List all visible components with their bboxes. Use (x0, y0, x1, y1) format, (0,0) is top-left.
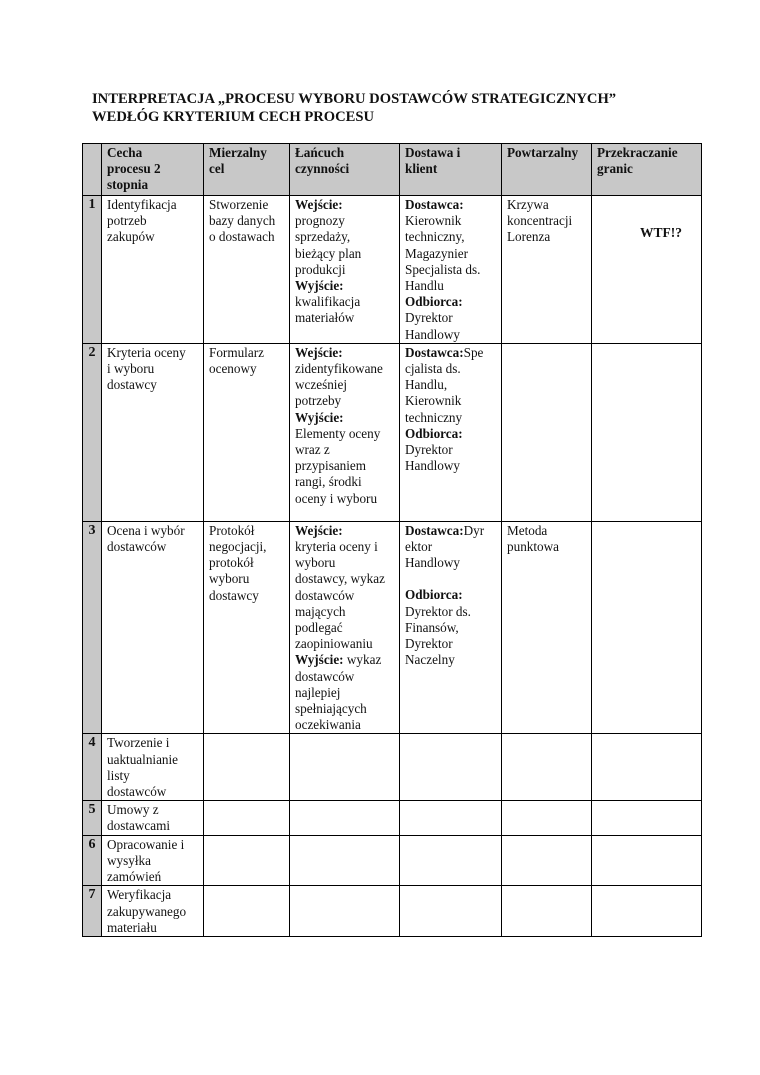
cell-text: zakupywanego (107, 903, 187, 919)
cell-lancuch (290, 196, 400, 344)
cell-text: wraz z (295, 442, 330, 458)
cell-text: Dyrektor ds. (405, 603, 471, 619)
cell-cecha (102, 521, 204, 734)
cell-granic (592, 521, 702, 734)
cell-text: Ocena i wybór (107, 522, 185, 538)
cell-text: dostawców (107, 539, 167, 555)
cell-granic (592, 196, 702, 344)
cell-dostawa (400, 734, 502, 801)
cell-text: spełniających (295, 701, 367, 717)
input-label: Wejście: (295, 344, 343, 360)
cell-text: Metoda (507, 522, 548, 538)
cell-text: Tworzenie i (107, 735, 170, 751)
row-number: 4 (83, 734, 102, 801)
cell-text: bieżący plan (295, 245, 362, 261)
cell-text: Krzywa (507, 197, 549, 212)
cell-text: o dostawach (209, 229, 275, 245)
cell-lancuch (290, 343, 400, 521)
cell-text: Opracowanie i (107, 836, 185, 852)
process-table (82, 143, 702, 937)
cell-text: techniczny (405, 409, 463, 425)
cell-cecha (102, 343, 204, 521)
cell-text: dostawcy (209, 587, 259, 603)
cell-text: listy (107, 767, 130, 783)
cell-powtarzalny (502, 835, 592, 886)
header-text: Cecha (107, 145, 143, 160)
row-number: 1 (83, 196, 102, 344)
table-header-row (83, 144, 702, 196)
cell-text: dostawcy (107, 377, 157, 393)
header-dostawa-klient (400, 144, 502, 196)
header-text: klient (405, 161, 438, 177)
table-row (83, 835, 702, 886)
table-row (83, 343, 702, 521)
table-row (83, 801, 702, 835)
cell-text: Spe (463, 344, 484, 360)
cell-powtarzalny (502, 886, 592, 937)
header-text: Powtarzalny (507, 145, 579, 160)
header-text: Łańcuch (295, 145, 345, 160)
header-text: Przekraczanie (597, 145, 678, 160)
recipient-label: Odbiorca: (405, 294, 463, 310)
header-text: czynności (295, 161, 350, 177)
cell-text: Identyfikacja (107, 197, 177, 212)
cell-cel (204, 521, 290, 734)
cell-text: Kierownik (405, 393, 462, 409)
cell-powtarzalny (502, 521, 592, 734)
cell-text: sprzedaży, (295, 229, 351, 245)
supplier-label: Dostawca: (405, 197, 464, 212)
cell-text: dostawców (295, 587, 355, 603)
cell-text: dostawcy, wykaz (295, 571, 385, 587)
cell-text: kryteria oceny i (295, 539, 378, 555)
row-number: 7 (83, 886, 102, 937)
cell-granic (592, 886, 702, 937)
input-label: Wejście: (295, 522, 343, 538)
cell-granic (592, 801, 702, 835)
cell-text: Kierownik (405, 213, 462, 229)
cell-cel (204, 343, 290, 521)
recipient-label: Odbiorca: (405, 425, 463, 441)
cell-cecha (102, 734, 204, 801)
cell-text: cjalista ds. (405, 361, 461, 377)
document-title (92, 90, 732, 126)
cell-text: najlepiej (295, 684, 341, 700)
cell-cecha (102, 196, 204, 344)
cell-text: wysyłka (107, 852, 151, 868)
table-row (83, 521, 702, 734)
header-text: Mierzalny (209, 145, 267, 160)
cell-text: zamówień (107, 869, 162, 885)
cell-powtarzalny (502, 343, 592, 521)
cell-text: zakupów (107, 229, 155, 245)
header-text: stopnia (107, 177, 149, 193)
table-row (83, 196, 702, 344)
cell-dostawa (400, 801, 502, 835)
cell-text: dostawców (107, 784, 167, 800)
cell-text: materiałów (295, 310, 355, 326)
cell-dostawa (400, 835, 502, 886)
cell-lancuch (290, 734, 400, 801)
cell-text: techniczny, (405, 229, 465, 245)
table-row (83, 734, 702, 801)
cell-powtarzalny (502, 734, 592, 801)
cell-text: protokół (209, 555, 254, 571)
cell-text: Dyr (463, 522, 485, 538)
cell-text: Protokół (209, 522, 255, 538)
cell-text: Handlowy (405, 555, 460, 571)
header-powtarzalny (502, 144, 592, 196)
cell-text: przypisaniem (295, 458, 367, 474)
header-text: cel (209, 161, 225, 177)
cell-text: koncentracji (507, 213, 573, 229)
supplier-label: Dostawca: (405, 522, 464, 538)
header-num (83, 144, 102, 196)
cell-text: bazy danych (209, 213, 276, 229)
cell-cel (204, 734, 290, 801)
cell-text: uaktualnianie (107, 751, 179, 767)
input-label: Wejście: (295, 197, 343, 212)
cell-text: Elementy oceny (295, 425, 381, 441)
output-label: Wyjście: (295, 278, 344, 294)
header-przekraczanie-granic (592, 144, 702, 196)
cell-text: Weryfikacja (107, 887, 172, 903)
cell-cel (204, 835, 290, 886)
output-label: Wyjście: (295, 652, 344, 668)
cell-granic (592, 835, 702, 886)
cell-text: Dyrektor (405, 310, 453, 326)
cell-text: Formularz (209, 344, 264, 360)
supplier-label: Dostawca: (405, 344, 464, 360)
cell-text: materiału (107, 919, 157, 935)
cell-dostawa (400, 886, 502, 937)
cell-text: wyboru (295, 555, 336, 571)
cell-text: Handlu (405, 278, 444, 294)
cell-cel (204, 801, 290, 835)
cell-text: Dyrektor (405, 636, 453, 652)
cell-text: prognozy (295, 213, 345, 229)
cell-powtarzalny (502, 196, 592, 344)
cell-text: Lorenza (507, 229, 551, 245)
cell-text: mających (295, 603, 346, 619)
cell-dostawa (400, 343, 502, 521)
cell-text: oczekiwania (295, 717, 361, 733)
cell-text: dostawcami (107, 818, 170, 834)
cell-text: produkcji (295, 261, 346, 277)
cell-dostawa (400, 196, 502, 344)
table-row (83, 886, 702, 937)
cell-text: wcześniej (295, 377, 347, 393)
header-lancuch-czynnosci (290, 144, 400, 196)
header-text: granic (597, 161, 633, 177)
cell-text: Finansów, (405, 619, 459, 635)
cell-text: Umowy z (107, 802, 159, 818)
cell-text: Kryteria oceny (107, 344, 186, 360)
row-number: 3 (83, 521, 102, 734)
header-text: Dostawa i (405, 145, 461, 160)
cell-text: Handlowy (405, 458, 460, 474)
cell-lancuch (290, 521, 400, 734)
cell-powtarzalny (502, 801, 592, 835)
cell-text: zidentyfikowane (295, 361, 383, 377)
cell-text: oceny i wyboru (295, 490, 378, 506)
cell-text: Handlu, (405, 377, 448, 393)
cell-text: ektor (405, 539, 433, 555)
wtf-note: WTF!? (640, 225, 682, 240)
cell-text: negocjacji, (209, 539, 267, 555)
cell-cecha (102, 801, 204, 835)
cell-cel (204, 886, 290, 937)
row-number: 6 (83, 835, 102, 886)
cell-text: wyboru (209, 571, 250, 587)
cell-text: Naczelny (405, 652, 455, 668)
cell-granic (592, 734, 702, 801)
cell-text: kwalifikacja (295, 294, 361, 310)
header-mierzalny-cel (204, 144, 290, 196)
cell-granic (592, 343, 702, 521)
output-label: Wyjście: (295, 409, 344, 425)
cell-cecha (102, 886, 204, 937)
header-text: procesu 2 (107, 161, 161, 177)
cell-text: punktowa (507, 539, 560, 555)
cell-text: potrzeby (295, 393, 342, 409)
cell-text: Magazynier (405, 245, 468, 261)
cell-lancuch (290, 801, 400, 835)
cell-text: zaopiniowaniu (295, 636, 373, 652)
cell-text: i wyboru (107, 361, 155, 377)
cell-text: Stworzenie (209, 197, 269, 212)
title-line-2: WEDŁÓG KRYTERIUM CECH PROCESU (92, 109, 375, 125)
cell-text: ocenowy (209, 361, 257, 377)
cell-lancuch (290, 886, 400, 937)
row-number: 2 (83, 343, 102, 521)
cell-text: dostawców (295, 668, 355, 684)
cell-text: potrzeb (107, 213, 147, 229)
cell-lancuch (290, 835, 400, 886)
row-number: 5 (83, 801, 102, 835)
cell-text: podlegać (295, 620, 343, 636)
cell-text: rangi, środki (295, 474, 362, 490)
cell-text: Handlowy (405, 326, 460, 342)
cell-cel (204, 196, 290, 344)
title-line-1: INTERPRETACJA „PROCESU WYBORU DOSTAWCÓW STRATEGICZNYCH” (92, 91, 617, 107)
header-cecha (102, 144, 204, 196)
cell-cecha (102, 835, 204, 886)
cell-dostawa (400, 521, 502, 734)
cell-text: Specjalista ds. (405, 261, 481, 277)
cell-text: wykaz (343, 652, 382, 668)
cell-text: Dyrektor (405, 442, 453, 458)
recipient-label: Odbiorca: (405, 587, 463, 603)
